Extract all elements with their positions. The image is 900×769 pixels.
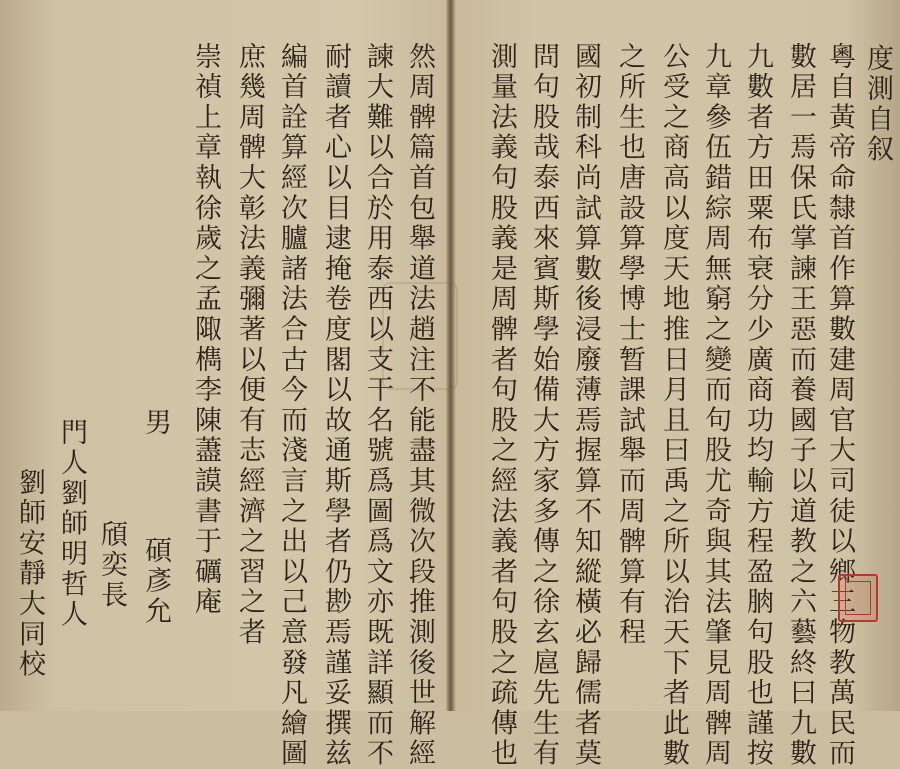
left-column-4: 編首詮算經次臚諸法合古今而淺言之出以己意發凡繪圖 <box>276 42 307 769</box>
left-column-6: 崇禎上章執徐歲之孟陬檇李陳藎謨書于礪庵 <box>190 42 221 618</box>
right-column-4: 九章參伍錯綜周無窮之變而句股尤奇與其法肇見周髀周 <box>700 42 731 769</box>
left-column-2: 諫大難以合於用泰西以支干名號爲圖爲文亦既詳顯而不 <box>362 42 393 769</box>
signature-son-1: 碩彥允 <box>140 536 171 627</box>
signature-student-2: 劉師安靜大同校 <box>14 468 45 681</box>
left-column-5: 庶幾周髀大彰法義彌著以便有志經濟之習之者 <box>234 42 265 648</box>
right-column-9: 測量法義句股義是周髀者句股之經法義者句股之疏傳也 <box>486 42 517 769</box>
right-column-1: 粵自黃帝命隸首作算數建周官大司徒以鄉三物教萬民而 <box>824 42 855 769</box>
seal-inner-frame <box>845 581 871 615</box>
right-page-title: 度測自叙 <box>862 44 893 166</box>
right-column-3: 九數者方田粟布衰分少廣商功均輸方程盈朒句股也謹按 <box>742 42 773 769</box>
left-column-3: 耐讀者心以目逮掩卷度閣以故通斯學者仍尠焉謹妥撰兹 <box>320 42 351 769</box>
red-seal-stamp <box>838 574 878 622</box>
signature-son-2: 頎奕長 <box>96 520 127 611</box>
right-column-7: 國初制科尚試算數後浸廢薄焉握算不知縱橫必歸儒者莫 <box>570 42 601 769</box>
right-column-8: 問句股哉泰西來賓斯學始備大方家多傳之徐玄扈先生有 <box>528 42 559 769</box>
signature-student-1: 門人劉師明哲人 <box>56 418 87 631</box>
signature-son-label: 男 <box>140 408 171 439</box>
left-column-1: 然周髀篇首包舉道法趙注不能盡其微次段推測後世解經 <box>404 42 435 769</box>
right-column-6: 之所生也唐設算學博士暂課試舉而周髀算有程 <box>614 42 645 648</box>
right-column-2: 數居一焉保氏掌諫王惡而養國子以道教之六藝終曰九數 <box>785 42 816 769</box>
right-column-5: 公受之商高以度天地推日月且曰禹之所以治天下者此數 <box>658 42 689 769</box>
